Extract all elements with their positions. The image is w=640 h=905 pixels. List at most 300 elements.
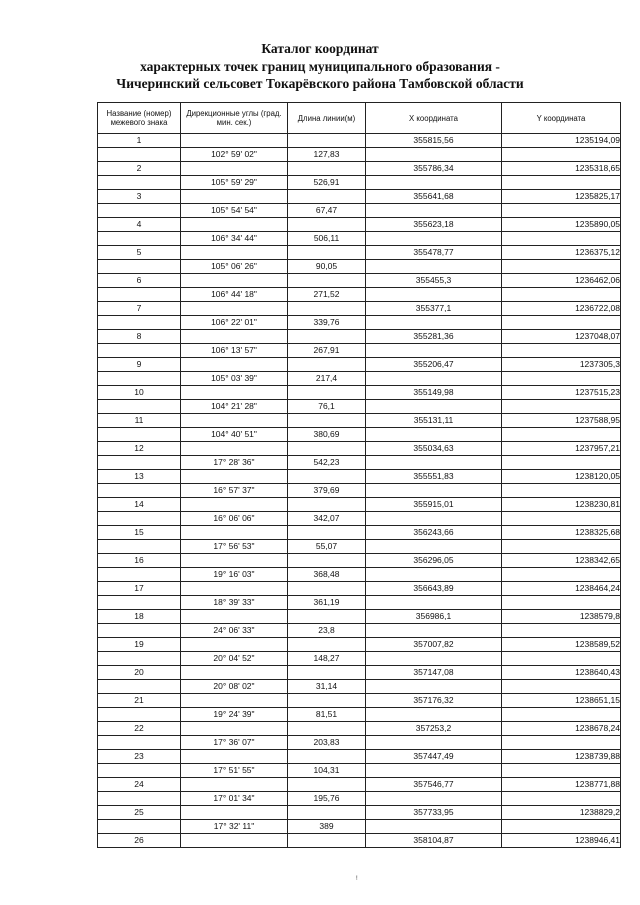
point-number: 8 — [98, 330, 181, 344]
empty-cell — [98, 428, 181, 442]
point-row — [98, 302, 621, 316]
empty-cell — [366, 792, 502, 806]
header-point-name: Название (номер) межевого знака — [98, 103, 181, 134]
x-coordinate: 357733,95 — [366, 806, 502, 820]
empty-cell — [366, 316, 502, 330]
empty-cell — [288, 806, 366, 820]
directional-angle: 20° 04' 52" — [181, 652, 288, 666]
empty-cell — [502, 148, 621, 162]
empty-cell — [288, 638, 366, 652]
empty-cell — [366, 540, 502, 554]
empty-cell — [366, 708, 502, 722]
directional-angle: 16° 57' 37" — [181, 484, 288, 498]
directional-angle: 24° 06' 33" — [181, 624, 288, 638]
x-coordinate: 357253,2 — [366, 722, 502, 736]
empty-cell — [98, 540, 181, 554]
line-length: 506,11 — [288, 232, 366, 246]
empty-cell — [288, 358, 366, 372]
empty-cell — [98, 400, 181, 414]
y-coordinate: 1238739,88 — [502, 750, 621, 764]
point-number: 26 — [98, 834, 181, 848]
directional-angle: 105° 06' 26" — [181, 260, 288, 274]
point-number: 24 — [98, 778, 181, 792]
title-line-2: характерных точек границ муниципального образования - — [140, 58, 500, 74]
line-length: 203,83 — [288, 736, 366, 750]
segment-row — [98, 652, 621, 666]
empty-cell — [366, 680, 502, 694]
y-coordinate: 1238771,88 — [502, 778, 621, 792]
title-line-3: Чичеринский сельсовет Токарёвского района Тамбовской области — [116, 76, 524, 91]
point-row — [98, 554, 621, 568]
line-length: 542,23 — [288, 456, 366, 470]
empty-cell — [288, 414, 366, 428]
segment-row — [98, 204, 621, 218]
segment-row — [98, 232, 621, 246]
line-length: 271,52 — [288, 288, 366, 302]
point-number: 4 — [98, 218, 181, 232]
empty-cell — [181, 750, 288, 764]
y-coordinate: 1238829,2 — [502, 806, 621, 820]
y-coordinate: 1238120,05 — [502, 470, 621, 484]
empty-cell — [366, 596, 502, 610]
point-row — [98, 638, 621, 652]
document-title — [0, 40, 640, 93]
empty-cell — [181, 134, 288, 148]
empty-cell — [98, 736, 181, 750]
point-row — [98, 694, 621, 708]
segment-row — [98, 344, 621, 358]
y-coordinate: 1238946,41 — [502, 834, 621, 848]
line-length: 361,19 — [288, 596, 366, 610]
point-row — [98, 750, 621, 764]
empty-cell — [502, 736, 621, 750]
point-number: 19 — [98, 638, 181, 652]
line-length: 368,48 — [288, 568, 366, 582]
directional-angle: 106° 22' 01" — [181, 316, 288, 330]
segment-row — [98, 428, 621, 442]
point-row — [98, 330, 621, 344]
empty-cell — [502, 484, 621, 498]
y-coordinate: 1237305,3 — [502, 358, 621, 372]
page-mark: ! — [356, 876, 358, 882]
empty-cell — [288, 134, 366, 148]
line-length: 339,76 — [288, 316, 366, 330]
empty-cell — [288, 302, 366, 316]
point-number: 21 — [98, 694, 181, 708]
line-length: 389 — [288, 820, 366, 834]
empty-cell — [98, 176, 181, 190]
y-coordinate: 1237588,95 — [502, 414, 621, 428]
point-number: 23 — [98, 750, 181, 764]
point-number: 18 — [98, 610, 181, 624]
empty-cell — [366, 204, 502, 218]
point-number: 1 — [98, 134, 181, 148]
point-number: 25 — [98, 806, 181, 820]
x-coordinate: 355623,18 — [366, 218, 502, 232]
empty-cell — [366, 652, 502, 666]
empty-cell — [98, 148, 181, 162]
empty-cell — [502, 540, 621, 554]
empty-cell — [288, 442, 366, 456]
empty-cell — [181, 246, 288, 260]
segment-row — [98, 456, 621, 470]
segment-row — [98, 540, 621, 554]
point-number: 15 — [98, 526, 181, 540]
empty-cell — [288, 470, 366, 484]
x-coordinate: 358104,87 — [366, 834, 502, 848]
empty-cell — [181, 834, 288, 848]
empty-cell — [288, 778, 366, 792]
empty-cell — [98, 652, 181, 666]
empty-cell — [181, 470, 288, 484]
y-coordinate: 1238230,81 — [502, 498, 621, 512]
empty-cell — [98, 344, 181, 358]
line-length: 90,05 — [288, 260, 366, 274]
y-coordinate: 1235825,17 — [502, 190, 621, 204]
point-number: 2 — [98, 162, 181, 176]
y-coordinate: 1235890,05 — [502, 218, 621, 232]
directional-angle: 106° 44' 18" — [181, 288, 288, 302]
segment-row — [98, 148, 621, 162]
directional-angle: 18° 39' 33" — [181, 596, 288, 610]
line-length: 104,31 — [288, 764, 366, 778]
empty-cell — [181, 638, 288, 652]
empty-cell — [98, 708, 181, 722]
point-row — [98, 246, 621, 260]
point-number: 17 — [98, 582, 181, 596]
point-row — [98, 442, 621, 456]
point-row — [98, 834, 621, 848]
empty-cell — [366, 372, 502, 386]
empty-cell — [98, 316, 181, 330]
y-coordinate: 1238325,68 — [502, 526, 621, 540]
directional-angle: 106° 34' 44" — [181, 232, 288, 246]
point-row — [98, 498, 621, 512]
point-row — [98, 582, 621, 596]
empty-cell — [98, 680, 181, 694]
empty-cell — [181, 694, 288, 708]
directional-angle: 19° 24' 39" — [181, 708, 288, 722]
segment-row — [98, 624, 621, 638]
segment-row — [98, 736, 621, 750]
segment-row — [98, 792, 621, 806]
empty-cell — [98, 596, 181, 610]
empty-cell — [288, 274, 366, 288]
empty-cell — [288, 162, 366, 176]
x-coordinate: 356243,66 — [366, 526, 502, 540]
empty-cell — [181, 442, 288, 456]
empty-cell — [366, 512, 502, 526]
point-row — [98, 218, 621, 232]
empty-cell — [288, 694, 366, 708]
empty-cell — [502, 708, 621, 722]
empty-cell — [366, 232, 502, 246]
x-coordinate: 355478,77 — [366, 246, 502, 260]
point-number: 10 — [98, 386, 181, 400]
empty-cell — [502, 456, 621, 470]
directional-angle: 104° 40' 51" — [181, 428, 288, 442]
line-length: 148,27 — [288, 652, 366, 666]
line-length: 127,83 — [288, 148, 366, 162]
empty-cell — [288, 554, 366, 568]
directional-angle: 17° 28' 36" — [181, 456, 288, 470]
point-row — [98, 722, 621, 736]
empty-cell — [98, 764, 181, 778]
line-length: 67,47 — [288, 204, 366, 218]
point-number: 12 — [98, 442, 181, 456]
empty-cell — [366, 428, 502, 442]
directional-angle: 19° 16' 03" — [181, 568, 288, 582]
empty-cell — [502, 316, 621, 330]
y-coordinate: 1238464,24 — [502, 582, 621, 596]
empty-cell — [502, 624, 621, 638]
segment-row — [98, 764, 621, 778]
empty-cell — [181, 386, 288, 400]
empty-cell — [181, 806, 288, 820]
line-length: 31,14 — [288, 680, 366, 694]
segment-row — [98, 316, 621, 330]
point-number: 22 — [98, 722, 181, 736]
directional-angle: 104° 21' 28" — [181, 400, 288, 414]
line-length: 55,07 — [288, 540, 366, 554]
empty-cell — [502, 652, 621, 666]
x-coordinate: 357147,08 — [366, 666, 502, 680]
y-coordinate: 1235194,09 — [502, 134, 621, 148]
segment-row — [98, 708, 621, 722]
empty-cell — [366, 344, 502, 358]
empty-cell — [502, 568, 621, 582]
empty-cell — [288, 834, 366, 848]
x-coordinate: 355455,3 — [366, 274, 502, 288]
empty-cell — [181, 218, 288, 232]
empty-cell — [502, 204, 621, 218]
x-coordinate: 355281,36 — [366, 330, 502, 344]
line-length: 76,1 — [288, 400, 366, 414]
empty-cell — [502, 176, 621, 190]
empty-cell — [288, 750, 366, 764]
x-coordinate: 355149,98 — [366, 386, 502, 400]
empty-cell — [288, 218, 366, 232]
empty-cell — [98, 484, 181, 498]
empty-cell — [366, 568, 502, 582]
empty-cell — [181, 554, 288, 568]
empty-cell — [181, 274, 288, 288]
empty-cell — [502, 400, 621, 414]
point-row — [98, 386, 621, 400]
header-directional-angles: Дирекционные углы (град. мин. сек.) — [181, 103, 288, 134]
x-coordinate: 355206,47 — [366, 358, 502, 372]
empty-cell — [366, 400, 502, 414]
point-row — [98, 666, 621, 680]
title-line-1: Каталог координат — [261, 41, 379, 56]
empty-cell — [288, 666, 366, 680]
empty-cell — [502, 596, 621, 610]
line-length: 195,76 — [288, 792, 366, 806]
table-body — [98, 134, 621, 848]
y-coordinate: 1238651,15 — [502, 694, 621, 708]
y-coordinate: 1236375,12 — [502, 246, 621, 260]
line-length: 267,91 — [288, 344, 366, 358]
empty-cell — [181, 778, 288, 792]
line-length: 380,69 — [288, 428, 366, 442]
directional-angle: 17° 56' 53" — [181, 540, 288, 554]
point-row — [98, 778, 621, 792]
point-row — [98, 358, 621, 372]
empty-cell — [288, 498, 366, 512]
x-coordinate: 356643,89 — [366, 582, 502, 596]
empty-cell — [366, 484, 502, 498]
empty-cell — [98, 260, 181, 274]
point-number: 7 — [98, 302, 181, 316]
directional-angle: 102° 59' 02" — [181, 148, 288, 162]
segment-row — [98, 372, 621, 386]
empty-cell — [366, 736, 502, 750]
empty-cell — [366, 456, 502, 470]
point-row — [98, 526, 621, 540]
empty-cell — [502, 344, 621, 358]
empty-cell — [98, 456, 181, 470]
x-coordinate: 355815,56 — [366, 134, 502, 148]
empty-cell — [366, 148, 502, 162]
point-row — [98, 162, 621, 176]
empty-cell — [181, 722, 288, 736]
point-row — [98, 610, 621, 624]
segment-row — [98, 400, 621, 414]
empty-cell — [98, 820, 181, 834]
point-number: 11 — [98, 414, 181, 428]
directional-angle: 17° 51' 55" — [181, 764, 288, 778]
y-coordinate: 1238678,24 — [502, 722, 621, 736]
directional-angle: 17° 01' 34" — [181, 792, 288, 806]
empty-cell — [98, 372, 181, 386]
empty-cell — [366, 288, 502, 302]
empty-cell — [366, 764, 502, 778]
x-coordinate: 356986,1 — [366, 610, 502, 624]
y-coordinate: 1238640,43 — [502, 666, 621, 680]
empty-cell — [181, 666, 288, 680]
empty-cell — [181, 610, 288, 624]
y-coordinate: 1238579,8 — [502, 610, 621, 624]
empty-cell — [181, 302, 288, 316]
x-coordinate: 355641,68 — [366, 190, 502, 204]
x-coordinate: 355915,01 — [366, 498, 502, 512]
empty-cell — [181, 162, 288, 176]
point-row — [98, 470, 621, 484]
empty-cell — [502, 232, 621, 246]
empty-cell — [288, 190, 366, 204]
empty-cell — [98, 568, 181, 582]
segment-row — [98, 820, 621, 834]
coordinates-table — [97, 102, 621, 848]
segment-row — [98, 512, 621, 526]
point-number: 5 — [98, 246, 181, 260]
y-coordinate: 1238342,65 — [502, 554, 621, 568]
point-row — [98, 274, 621, 288]
empty-cell — [288, 330, 366, 344]
empty-cell — [181, 358, 288, 372]
empty-cell — [181, 526, 288, 540]
directional-angle: 106° 13' 57" — [181, 344, 288, 358]
point-number: 9 — [98, 358, 181, 372]
directional-angle: 17° 32' 11" — [181, 820, 288, 834]
header-line-length: Длина линии(м) — [288, 103, 366, 134]
empty-cell — [288, 610, 366, 624]
directional-angle: 105° 54' 54" — [181, 204, 288, 218]
empty-cell — [366, 820, 502, 834]
point-number: 14 — [98, 498, 181, 512]
empty-cell — [181, 330, 288, 344]
empty-cell — [502, 792, 621, 806]
line-length: 217,4 — [288, 372, 366, 386]
point-row — [98, 134, 621, 148]
empty-cell — [181, 582, 288, 596]
empty-cell — [288, 582, 366, 596]
point-number: 3 — [98, 190, 181, 204]
directional-angle: 17° 36' 07" — [181, 736, 288, 750]
y-coordinate: 1237048,07 — [502, 330, 621, 344]
y-coordinate: 1238589,52 — [502, 638, 621, 652]
point-number: 13 — [98, 470, 181, 484]
empty-cell — [288, 386, 366, 400]
table-header-row — [98, 103, 621, 134]
empty-cell — [502, 512, 621, 526]
segment-row — [98, 596, 621, 610]
line-length: 379,69 — [288, 484, 366, 498]
x-coordinate: 355377,1 — [366, 302, 502, 316]
empty-cell — [181, 414, 288, 428]
empty-cell — [502, 680, 621, 694]
x-coordinate: 357176,32 — [366, 694, 502, 708]
line-length: 526,91 — [288, 176, 366, 190]
empty-cell — [98, 792, 181, 806]
empty-cell — [502, 260, 621, 274]
empty-cell — [98, 512, 181, 526]
point-row — [98, 806, 621, 820]
directional-angle: 105° 03' 39" — [181, 372, 288, 386]
y-coordinate: 1237957,21 — [502, 442, 621, 456]
segment-row — [98, 176, 621, 190]
y-coordinate: 1236722,08 — [502, 302, 621, 316]
empty-cell — [502, 428, 621, 442]
empty-cell — [98, 288, 181, 302]
segment-row — [98, 680, 621, 694]
x-coordinate: 357007,82 — [366, 638, 502, 652]
point-number: 20 — [98, 666, 181, 680]
empty-cell — [288, 246, 366, 260]
segment-row — [98, 288, 621, 302]
y-coordinate: 1236462,06 — [502, 274, 621, 288]
segment-row — [98, 484, 621, 498]
x-coordinate: 356296,05 — [366, 554, 502, 568]
empty-cell — [98, 232, 181, 246]
point-row — [98, 414, 621, 428]
empty-cell — [98, 624, 181, 638]
directional-angle: 20° 08' 02" — [181, 680, 288, 694]
x-coordinate: 355551,83 — [366, 470, 502, 484]
empty-cell — [502, 372, 621, 386]
point-row — [98, 190, 621, 204]
empty-cell — [288, 526, 366, 540]
point-number: 16 — [98, 554, 181, 568]
header-y-coordinate: Y координата — [502, 103, 621, 134]
x-coordinate: 355786,34 — [366, 162, 502, 176]
empty-cell — [502, 764, 621, 778]
y-coordinate: 1237515,23 — [502, 386, 621, 400]
line-length: 23,8 — [288, 624, 366, 638]
empty-cell — [181, 498, 288, 512]
header-x-coordinate: X координата — [366, 103, 502, 134]
empty-cell — [288, 722, 366, 736]
